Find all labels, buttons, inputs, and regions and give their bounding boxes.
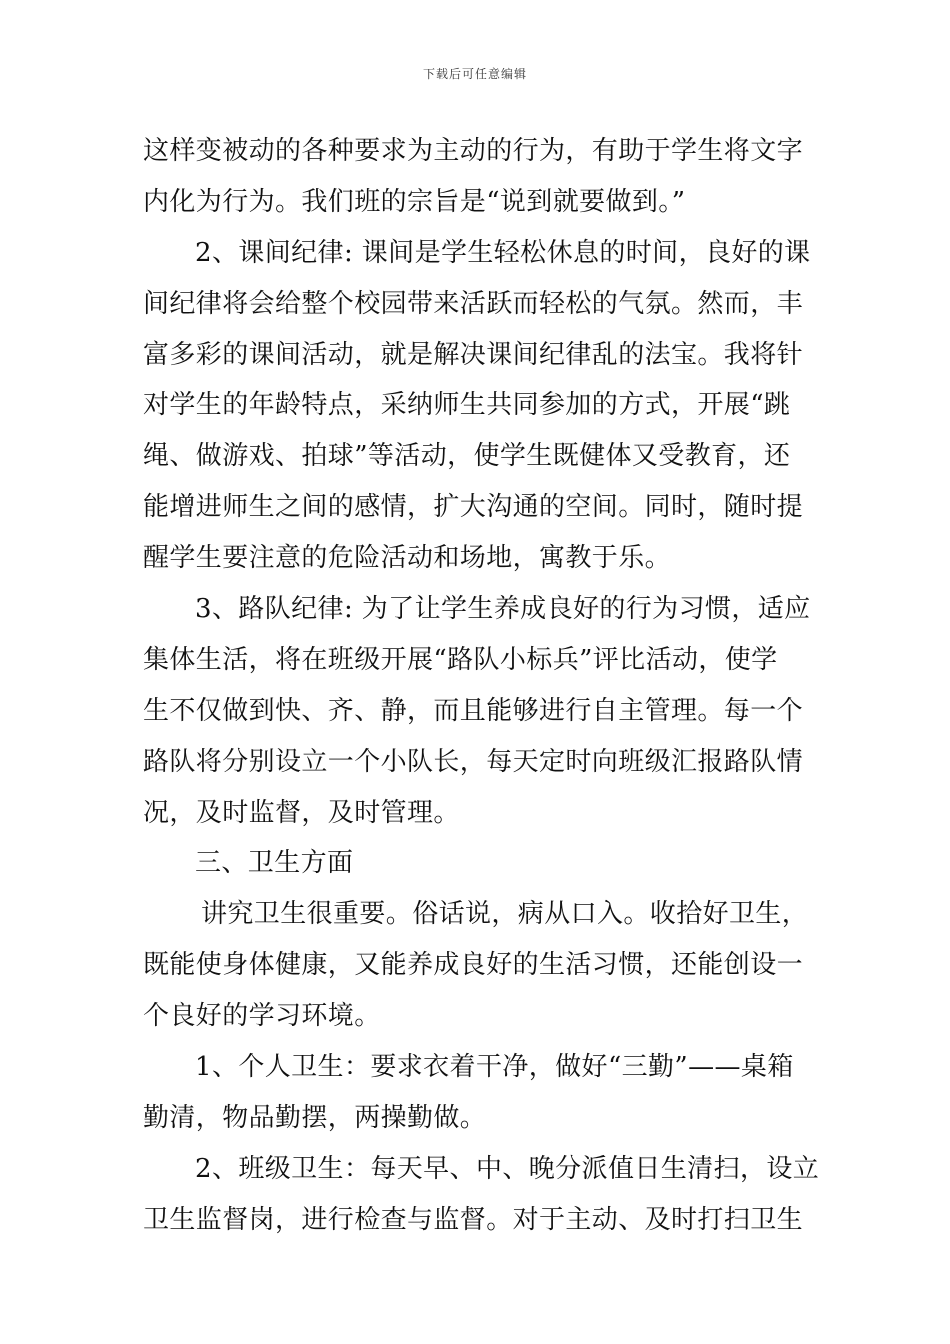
text-line: 讲究卫生很重要。俗话说，病从口入。收拾好卫生， xyxy=(201,899,809,930)
text-line: 路队将分别设立一个小队长，每天定时向班级汇报路队情 xyxy=(143,746,804,777)
document-body xyxy=(143,126,820,1246)
text-line: 勤清，物品勤摆，两操勤做。 xyxy=(143,1102,487,1133)
text-line: 1、个人卫生：要求衣着干净，做好“三勤”——桌箱 xyxy=(195,1052,794,1083)
text-line: 间纪律将会给整个校园带来活跃而轻松的气氛。然而，丰 xyxy=(143,288,804,319)
text-line: 绳、做游戏、拍球”等活动，使学生既健体又受教育，还 xyxy=(143,441,791,472)
text-line: 2、课间纪律: 课间是学生轻松休息的时间，良好的课 xyxy=(195,237,811,268)
text-line: 3、路队纪律: 为了让学生养成良好的行为习惯，适应 xyxy=(195,594,811,625)
text-line: 生不仅做到快、齐、静，而且能够进行自主管理。每一个 xyxy=(143,695,804,726)
text-line: 富多彩的课间活动，就是解决课间纪律乱的法宝。我将针 xyxy=(143,339,804,370)
section-heading: 三、卫生方面 xyxy=(195,848,354,879)
text-line: 内化为行为。我们班的宗旨是“说到就要做到。” xyxy=(143,186,686,217)
text-line: 这样变被动的各种要求为主动的行为，有助于学生将文字 xyxy=(143,136,804,166)
text-line: 卫生监督岗，进行检查与监督。对于主动、及时打扫卫生 xyxy=(143,1204,804,1235)
page-header: 下载后可任意编辑 xyxy=(422,67,527,81)
text-line: 醒学生要注意的危险活动和场地，寓教于乐。 xyxy=(143,543,672,574)
text-line: 集体生活，将在班级开展“路队小标兵”评比活动，使学 xyxy=(143,644,778,675)
text-line: 既能使身体健康，又能养成良好的生活习惯，还能创设一 xyxy=(143,950,804,981)
text-line: 况，及时监督，及时管理。 xyxy=(143,797,460,828)
text-line: 个良好的学习环境。 xyxy=(143,1001,381,1032)
text-line: 对学生的年龄特点，采纳师生共同参加的方式，开展“跳 xyxy=(143,390,791,421)
text-line: 能增进师生之间的感情，扩大沟通的空间。同时，随时提 xyxy=(143,492,804,523)
text-line: 2、班级卫生：每天早、中、晚分派值日生清扫，设立 xyxy=(195,1153,820,1184)
